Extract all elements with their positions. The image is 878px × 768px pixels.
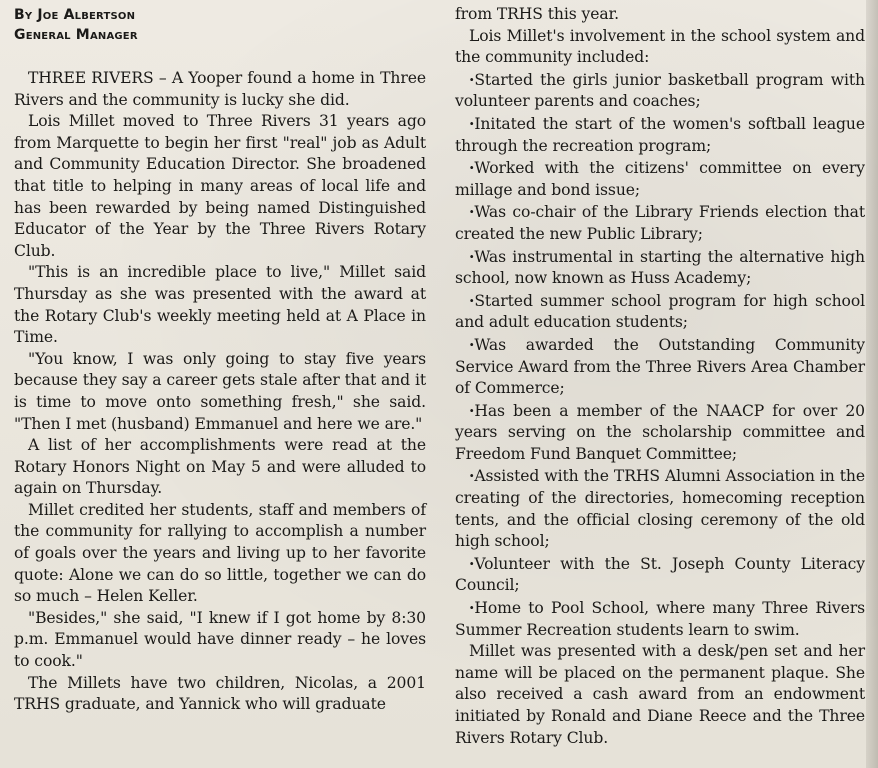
list-item-text: Started summer school program for high school and adult education students;	[455, 291, 865, 332]
byline	[14, 5, 434, 45]
list-item	[455, 400, 865, 466]
byline-title: General Manager	[14, 27, 138, 43]
list-item-text: Was instrumental in starting the alternative high school, now known as Huss Academy;	[455, 247, 865, 288]
list-item-text: Home to Pool School, where many Three Rivers Summer Recreation students learn to swim.	[455, 599, 865, 639]
list-item	[455, 290, 865, 334]
list-item	[455, 246, 865, 290]
bullet-dot-icon: ·	[469, 290, 475, 310]
list-item	[455, 553, 865, 597]
list-item	[455, 334, 865, 400]
bullet-dot-icon: ·	[469, 400, 475, 420]
bullet-dot-icon: ·	[469, 158, 475, 178]
paragraph-closing: Millet was presented with a desk/pen set and her name will be placed on the permanent plaque. She also received a cash award from an endowment initiated by Ronald and Diane Reece and the Three Rivers Rotary Club.	[455, 642, 865, 747]
byline-author: By Joe Albertson	[14, 7, 136, 23]
paragraph: The Millets have two children, Nicolas, a 2001 TRHS graduate, and Yannick who will graduate	[14, 673, 426, 714]
bullet-dot-icon: ·	[469, 334, 475, 354]
bullet-dot-icon: ·	[469, 202, 475, 222]
paragraph: Millet credited her students, staff and members of the community for rallying to accomplish a number of goals over the years and living up to her favorite quote: Alone we can do so little, together we can do so much – Helen Keller.	[14, 500, 426, 606]
bullet-dot-icon: ·	[469, 69, 475, 89]
paragraph: Lois Millet moved to Three Rivers 31 years ago from Marquette to begin her first "real" job as Adult and Community Education Director. She broadened that title to helping in many areas of local life and has been rewarded by being named Distinguished Educator of the Year by the Three Rivers Rotary Club.	[14, 112, 426, 260]
paragraph: "You know, I was only going to stay five years because they say a career gets stale after that and it is time to move onto something fresh," she said. "Then I met (husband) Emmanuel and here we are."	[14, 349, 426, 433]
list-item	[455, 201, 865, 245]
bullet-dot-icon: ·	[469, 598, 475, 618]
bullet-dot-icon: ·	[469, 553, 475, 573]
bullet-dot-icon: ·	[469, 113, 475, 133]
article-column-right	[455, 4, 865, 749]
list-item	[455, 113, 865, 157]
list-item-text: Was awarded the Outstanding Community Service Award from the Three Rivers Area Chamber of Commerce;	[455, 335, 865, 398]
bullet-dot-icon: ·	[469, 246, 475, 266]
accomplishment-list	[455, 69, 865, 641]
list-item	[455, 597, 865, 641]
bullet-dot-icon: ·	[469, 466, 475, 486]
list-item-text: Initated the start of the women's softball league through the recreation program;	[455, 114, 865, 155]
paragraph-continuation: from TRHS this year.	[455, 5, 620, 23]
list-item-text: Assisted with the TRHS Alumni Association in the creating of the directories, homecoming reception tents, and the official closing ceremony of the old high school;	[455, 467, 865, 551]
paragraph: A list of her accomplishments were read at the Rotary Honors Night on May 5 and were alluded to again on Thursday.	[14, 436, 426, 498]
list-item-text: Was co-chair of the Library Friends election that created the new Public Library;	[455, 203, 865, 243]
paragraph: THREE RIVERS – A Yooper found a home in Three Rivers and the community is lucky she did.	[14, 69, 426, 109]
list-item-text: Has been a member of the NAACP for over 20 years serving on the scholarship committee and Freedom Fund Banquet Committee;	[455, 401, 865, 463]
list-item-text: Worked with the citizens' committee on every millage and bond issue;	[455, 159, 865, 199]
list-item	[455, 157, 865, 201]
adjacent-column-edge	[866, 0, 878, 768]
paragraph: "This is an incredible place to live," Millet said Thursday as she was presented with the award at the Rotary Club's weekly meeting held at A Place in Time.	[14, 263, 426, 347]
article-column-left	[14, 68, 426, 716]
paragraph: "Besides," she said, "I knew if I got home by 8:30 p.m. Emmanuel would have dinner ready – he loves to cook."	[14, 608, 426, 671]
list-item-text: Volunteer with the St. Joseph County Literacy Council;	[455, 554, 865, 595]
list-item	[455, 69, 865, 113]
list-item-text: Started the girls junior basketball program with volunteer parents and coaches;	[455, 70, 865, 111]
paragraph-intro: Lois Millet's involvement in the school system and the community included:	[455, 26, 865, 67]
list-item	[455, 465, 865, 552]
